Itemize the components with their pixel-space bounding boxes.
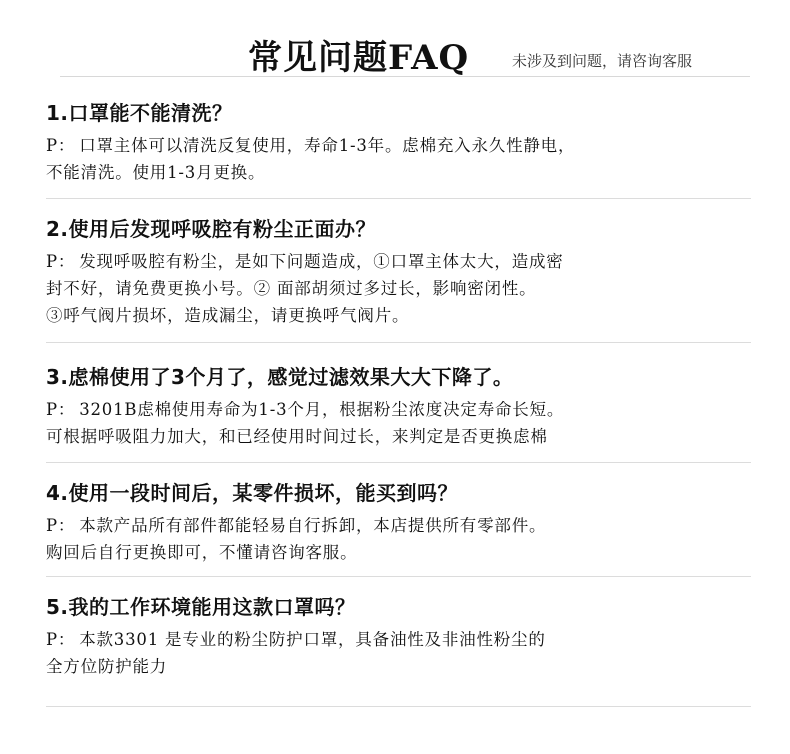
faq-answer-line (46, 248, 751, 275)
faq-answer-line: 不能清洗。使用1-3月更换。 (46, 163, 266, 182)
faq-answer (46, 132, 751, 186)
faq-item-4 (46, 480, 751, 577)
faq-answer-line: 购回后自行更换即可，不懂请咨询客服。 (46, 543, 358, 562)
faq-question: 5.我的工作环境能用这款口罩吗？ (46, 595, 356, 619)
faq-answer-line: 全方位防护能力 (46, 657, 168, 676)
faq-answer-text: 本款3301 是专业的粉尘防护口罩，具备油性及非油性粉尘的 (79, 630, 546, 649)
answer-prefix: P： (46, 516, 76, 535)
faq-question: 2.使用后发现呼吸腔有粉尘正面办？ (46, 217, 377, 241)
faq-answer-text: 发现呼吸腔有粉尘，是如下问题造成，①口罩主体太大，造成密 (79, 252, 564, 271)
faq-answer-text: 本款产品所有部件都能轻易自行拆卸，本店提供所有零部件。 (79, 516, 547, 535)
faq-item-2 (46, 216, 751, 343)
faq-answer-line (46, 132, 751, 159)
faq-answer-line (46, 396, 751, 423)
faq-question: 3.虑棉使用了3个月了，感觉过滤效果大大下降了。 (46, 365, 514, 389)
faq-answer-line: ③呼气阀片损坏，造成漏尘，请更换呼气阀片。 (46, 306, 410, 325)
faq-item-5 (46, 594, 751, 707)
page-title: 常见问题FAQ (248, 38, 470, 78)
faq-answer (46, 396, 751, 450)
faq-header (60, 28, 750, 77)
faq-question: 4.使用一段时间后，某零件损坏，能买到吗？ (46, 481, 459, 505)
faq-answer-text: 口罩主体可以清洗反复使用，寿命1-3年。虑棉充入永久性静电， (79, 136, 576, 155)
faq-answer-line (46, 512, 751, 539)
faq-answer-line (46, 626, 751, 653)
faq-answer (46, 512, 751, 566)
faq-answer (46, 248, 751, 329)
faq-item-3 (46, 364, 751, 463)
answer-prefix: P： (46, 400, 76, 419)
answer-prefix: P： (46, 136, 76, 155)
faq-answer (46, 626, 751, 680)
faq-answer-line: 封不好，请免费更换小号。② 面部胡须过多过长，影响密闭性。 (46, 279, 537, 298)
answer-prefix: P： (46, 252, 76, 271)
page-subtitle: 未涉及到问题，请咨询客服 (512, 52, 693, 70)
answer-prefix: P： (46, 630, 76, 649)
faq-question: 1.口罩能不能清洗？ (46, 101, 233, 125)
faq-answer-line: 可根据呼吸阻力加大，和已经使用时间过长，来判定是否更换虑棉 (46, 427, 548, 446)
faq-answer-text: 3201B虑棉使用寿命为1-3个月，根据粉尘浓度决定寿命长短。 (79, 400, 565, 419)
faq-item-1 (46, 100, 751, 199)
